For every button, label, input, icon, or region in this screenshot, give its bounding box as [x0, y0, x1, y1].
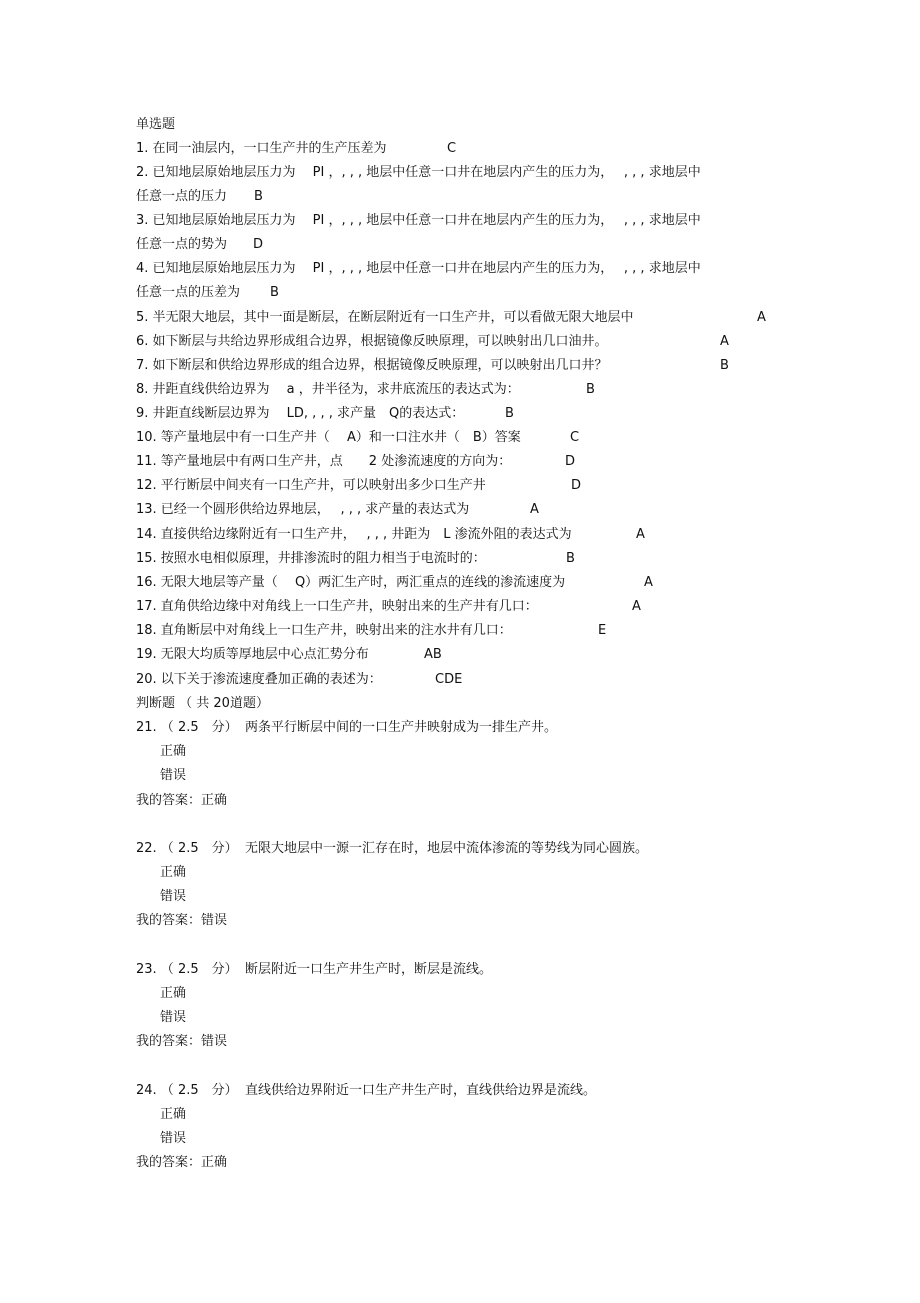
answer-7: B [720, 358, 729, 373]
tf-question-23-prefix: 23. （ 2.5 分） [136, 962, 238, 977]
question-7: 7. 如下断层和供给边界形成的组合边界，根据镜像反映原理，可以映射出几口井？ [136, 358, 608, 373]
answer-10: C [570, 430, 580, 445]
question-18: 18. 直角断层中对角线上一口生产井，映射出来的注水井有几口： [136, 623, 512, 638]
true-false-heading: 判断题 （ 共 20道题） [136, 696, 269, 711]
tf-21-my-answer: 我的答案：正确 [136, 793, 228, 808]
question-5: 5. 半无限大地层，其中一面是断层，在断层附近有一口生产井，可以看做无限大地层中 [136, 310, 634, 325]
tf-question-23-text: 断层附近一口生产井生产时，断层是流线。 [245, 962, 493, 977]
answer-11: D [565, 454, 576, 469]
answer-2: B [254, 189, 263, 204]
answer-15: B [566, 551, 575, 566]
answer-1: C [447, 141, 457, 156]
answer-6: A [720, 334, 729, 349]
question-10: 10. 等产量地层中有一口生产井（ A）和一口注水井（ B）答案 [136, 430, 521, 445]
question-16: 16. 无限大地层等产量（ Q）两汇生产时，两汇重点的连线的渗流速度为 [136, 575, 566, 590]
question-11: 11. 等产量地层中有两口生产井，点 2 处渗流速度的方向为： [136, 454, 512, 469]
tf-23-option-false[interactable]: 错误 [160, 1010, 187, 1025]
answer-3: D [253, 237, 264, 252]
question-8: 8. 井距直线供给边界为 a ，井半径为，求井底流压的表达式为： [136, 382, 520, 397]
tf-21-option-false[interactable]: 错误 [160, 768, 187, 783]
question-1: 1. 在同一油层内，一口生产井的生产压差为 [136, 141, 387, 156]
question-13: 13. 已经一个圆形供给边界地层， , , , 求产量的表达式为 [136, 502, 470, 517]
question-9: 9. 井距直线断层边界为 LD, , , , 求产量 Q的表达式： [136, 406, 465, 421]
tf-22-option-true[interactable]: 正确 [160, 865, 187, 880]
tf-22-option-false[interactable]: 错误 [160, 889, 187, 904]
tf-question-24-text: 直线供给边界附近一口生产井生产时，直线供给边界是流线。 [245, 1083, 597, 1098]
answer-13: A [530, 502, 539, 517]
question-12: 12. 平行断层中间夹有一口生产井，可以映射出多少口生产井 [136, 478, 486, 493]
question-20: 20. 以下关于渗流速度叠加正确的表述为： [136, 672, 382, 687]
tf-question-22-text: 无限大地层中一源一汇存在时，地层中流体渗流的等势线为同心圆族。 [245, 841, 649, 856]
question-15: 15. 按照水电相似原理，井排渗流时的阻力相当于电流时的： [136, 551, 486, 566]
answer-19: AB [424, 647, 442, 662]
single-choice-heading: 单选题 [136, 117, 176, 132]
answer-18: E [598, 623, 607, 638]
answer-16: A [644, 575, 653, 590]
answer-8: B [586, 382, 595, 397]
question-3-cont: 任意一点的势为 [136, 237, 228, 252]
question-3: 3. 已知地层原始地层压力为 PI ，, , , 地层中任意一口井在地层内产生的压力为， , , , 求地层中 [136, 213, 701, 228]
question-2-cont: 任意一点的压力 [136, 189, 228, 204]
tf-24-option-true[interactable]: 正确 [160, 1107, 187, 1122]
question-14: 14. 直接供给边缘附近有一口生产井， , , , 井距为 L 渗流外阻的表达式为 [136, 527, 572, 542]
tf-question-22-prefix: 22. （ 2.5 分） [136, 841, 238, 856]
tf-21-option-true[interactable]: 正确 [160, 744, 187, 759]
tf-question-24-prefix: 24. （ 2.5 分） [136, 1083, 238, 1098]
question-4: 4. 已知地层原始地层压力为 PI ，, , , 地层中任意一口井在地层内产生的压力为， , , , 求地层中 [136, 261, 701, 276]
tf-24-option-false[interactable]: 错误 [160, 1131, 187, 1146]
question-19: 19. 无限大均质等厚地层中心点汇势分布 [136, 647, 369, 662]
tf-question-21-text: 两条平行断层中间的一口生产井映射成为一排生产井。 [245, 720, 558, 735]
question-6: 6. 如下断层与共给边界形成组合边界，根据镜像反映原理，可以映射出几口油井。 [136, 334, 608, 349]
tf-question-21-prefix: 21. （ 2.5 分） [136, 720, 238, 735]
answer-5: A [757, 310, 766, 325]
question-17: 17. 直角供给边缘中对角线上一口生产井，映射出来的生产井有几口： [136, 599, 538, 614]
tf-23-option-true[interactable]: 正确 [160, 986, 187, 1001]
answer-9: B [505, 406, 514, 421]
answer-12: D [571, 478, 582, 493]
answer-17: A [632, 599, 641, 614]
answer-20: CDE [435, 672, 463, 687]
answer-4: B [270, 285, 279, 300]
question-2: 2. 已知地层原始地层压力为 PI ，, , , 地层中任意一口井在地层内产生的压力为， , , , 求地层中 [136, 165, 701, 180]
tf-24-my-answer: 我的答案：正确 [136, 1155, 228, 1170]
tf-23-my-answer: 我的答案：错误 [136, 1034, 228, 1049]
tf-22-my-answer: 我的答案：错误 [136, 913, 228, 928]
answer-14: A [636, 527, 645, 542]
question-4-cont: 任意一点的压差为 [136, 285, 241, 300]
